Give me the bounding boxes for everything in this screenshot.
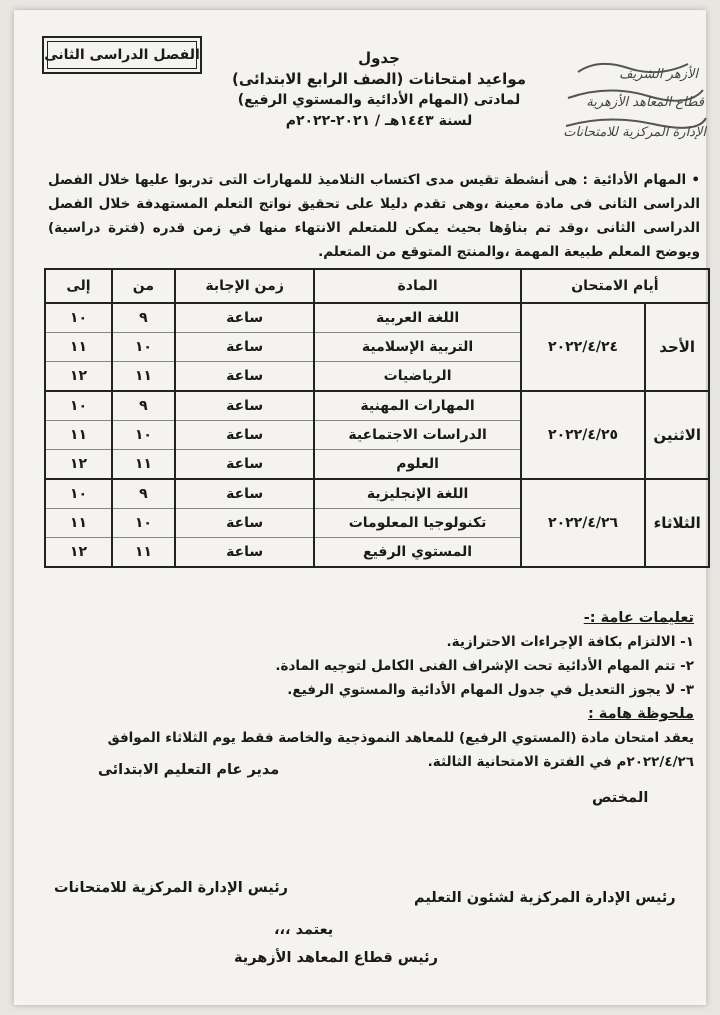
instruction-item: ٣- لا يجوز التعديل في جدول المهام الأدائية والمستوي الرفيع. — [287, 682, 694, 698]
table-row — [45, 303, 709, 391]
subject-cell: اللغة الإنجليزية — [315, 480, 519, 509]
from-cell: ١٠ — [113, 333, 174, 362]
to-cell: ١١ — [46, 509, 111, 538]
document-page — [14, 10, 706, 1005]
instruction-item: ٢- تتم المهام الأدائية تحت الإشراف الفنى الكامل لتوجيه المادة. — [275, 658, 694, 674]
to-cell: ١٠ — [46, 392, 111, 421]
header-from: من — [112, 269, 175, 303]
title-line-2: مواعيد امتحانات (الصف الرابع الابتدائى) — [231, 70, 527, 88]
approve-label: يعتمد ،،، — [274, 922, 334, 938]
header-subject: المادة — [314, 269, 520, 303]
duration-cell: ساعة — [226, 456, 264, 472]
from-cell: ١١ — [134, 456, 152, 472]
duration-cell: ساعة — [176, 333, 314, 362]
title-line-3: لمادتى (المهام الأدائية والمستوي الرفيع) — [237, 92, 521, 108]
title-line-4: لسنة ١٤٤٣هـ / ٢٠٢١-٢٠٢٢م — [285, 113, 473, 129]
from-cell: ٩ — [113, 304, 174, 333]
from-cell: ١٠ — [113, 421, 174, 450]
date-cell: ٢٠٢٢/٤/٢٦ — [521, 479, 646, 567]
subject-cell: الرياضيات — [383, 368, 452, 384]
from-cell: ١٠ — [113, 509, 174, 538]
note-heading: ملحوظة هامة : — [587, 706, 694, 722]
day-cell: الأحد — [645, 303, 709, 391]
duration-cell: ساعة — [176, 509, 314, 538]
duration-cell: ساعة — [176, 421, 314, 450]
subject-cell: تكنولوجيا المعلومات — [315, 509, 519, 538]
azhar-logo — [558, 54, 708, 144]
document-title — [214, 48, 544, 132]
semester-box — [42, 36, 202, 74]
header-to: إلى — [45, 269, 112, 303]
logo-line-2: قطاع المعاهد الأزهرية — [586, 95, 704, 110]
duration-cell: ساعة — [176, 392, 314, 421]
header-days: أيام الامتحان — [521, 269, 709, 303]
logo-line-1: الأزهر الشريف — [619, 67, 698, 82]
instructions-heading: تعليمات عامة :- — [583, 610, 694, 626]
duration-cell: ساعة — [176, 480, 314, 509]
day-cell: الاثنين — [645, 391, 709, 479]
from-cell: ٩ — [113, 480, 174, 509]
table-header-row — [45, 269, 709, 303]
calligraphy-emblem-icon — [558, 54, 708, 144]
intro-paragraph: • المهام الأدائية : هى أنشطة تقيس مدى اكتساب التلاميذ للمهارات التى تدربوا عليها خلال الفصل الدراسى الثانى فى مادة معينة ،وهى تقدم دليلا على تحقيق نواتج التعلم المستهدفة خلال الفصل الدراسى الثانى ،وقد تم بناؤها بحيث يمكن للمتعلم الانتهاء منها في زمن قدره (فترة دراسية) ويوضح المعلم طبيعة المهمة ،والمنتج المتوقع من المتعلم. — [48, 172, 700, 260]
subject-cell: المهارات المهنية — [315, 392, 519, 421]
duration-cell: ساعة — [176, 304, 314, 333]
subject-cell: الدراسات الاجتماعية — [315, 421, 519, 450]
from-cell: ٩ — [113, 392, 174, 421]
instructions-section — [54, 606, 694, 774]
table-row — [45, 479, 709, 567]
title-line-1: جدول — [358, 49, 400, 67]
education-head-signature: رئيس الإدارة المركزية لشئون التعليم — [414, 890, 676, 906]
from-cell: ١١ — [134, 544, 152, 560]
subject-cell: العلوم — [396, 456, 439, 472]
instruction-item: ١- الالتزام بكافة الإجراءات الاحترازية. — [446, 634, 694, 650]
to-cell: ١٢ — [69, 368, 88, 384]
header-duration: زمن الإجابة — [175, 269, 315, 303]
date-cell: ٢٠٢٢/٤/٢٤ — [521, 303, 646, 391]
sector-head-signature: رئيس قطاع المعاهد الأزهرية — [234, 950, 438, 966]
to-cell: ١٠ — [46, 304, 111, 333]
exams-head-signature: رئيس الإدارة المركزية للامتحانات — [54, 880, 288, 896]
primary-director-signature: مدير عام التعليم الابتدائى — [98, 762, 280, 778]
subject-cell: المستوي الرفيع — [363, 544, 473, 560]
duration-cell: ساعة — [226, 368, 264, 384]
note-text: يعقد امتحان مادة (المستوي الرفيع) للمعاهد النموذجية والخاصة فقط يوم الثلاثاء الموافق ٢٠٢٢/٤/٢٦م في الفترة الامتحانية الثالثة. — [107, 730, 694, 770]
date-cell: ٢٠٢٢/٤/٢٥ — [521, 391, 646, 479]
day-cell: الثلاثاء — [645, 479, 709, 567]
duration-cell: ساعة — [226, 544, 264, 560]
to-cell: ١١ — [46, 421, 111, 450]
semester-label: الفصل الدراسى الثانى — [44, 47, 200, 63]
logo-line-3: الإدارة المركزية للامتحانات — [563, 125, 706, 140]
exam-schedule-table — [44, 268, 710, 568]
table-row — [45, 391, 709, 479]
to-cell: ١٢ — [69, 456, 88, 472]
to-cell: ١٢ — [69, 544, 88, 560]
subject-cell: اللغة العربية — [315, 304, 519, 333]
specialist-signature: المختص — [592, 790, 649, 806]
to-cell: ١٠ — [46, 480, 111, 509]
subject-cell: التربية الإسلامية — [315, 333, 519, 362]
to-cell: ١١ — [46, 333, 111, 362]
from-cell: ١١ — [134, 368, 152, 384]
